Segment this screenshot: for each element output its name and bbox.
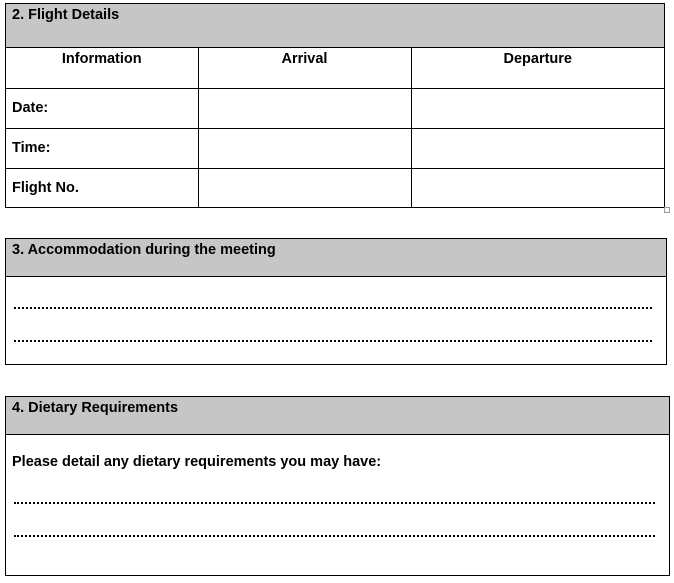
dietary-section [5,396,670,576]
dietary-title: 4. Dietary Requirements [6,397,669,435]
time-arrival-cell[interactable] [198,128,411,168]
table-row-date [6,88,664,128]
row-label-flight-no: Flight No. [6,168,198,208]
flight-details-table [6,48,664,208]
flight-no-departure-cell[interactable] [411,168,664,208]
time-departure-cell[interactable] [411,128,664,168]
flight-details-title: 2. Flight Details [6,4,664,48]
date-arrival-cell[interactable] [198,88,411,128]
dietary-line-2[interactable] [14,533,655,537]
accommodation-section [5,238,667,365]
flight-no-arrival-cell[interactable] [198,168,411,208]
flight-details-section [5,3,665,208]
dietary-prompt: Please detail any dietary requirements you may have: [12,454,382,470]
row-label-time: Time: [6,128,198,168]
column-header-departure: Departure [411,48,664,88]
table-header-row [6,48,664,88]
column-header-arrival: Arrival [198,48,411,88]
accommodation-line-1[interactable] [14,305,652,309]
date-departure-cell[interactable] [411,88,664,128]
table-row-flight-no [6,168,664,208]
column-header-information: Information [6,48,198,88]
accommodation-line-2[interactable] [14,338,652,342]
accommodation-title: 3. Accommodation during the meeting [6,239,666,277]
row-label-date: Date: [6,88,198,128]
dietary-line-1[interactable] [14,500,655,504]
table-resize-handle[interactable] [664,207,670,213]
table-row-time [6,128,664,168]
